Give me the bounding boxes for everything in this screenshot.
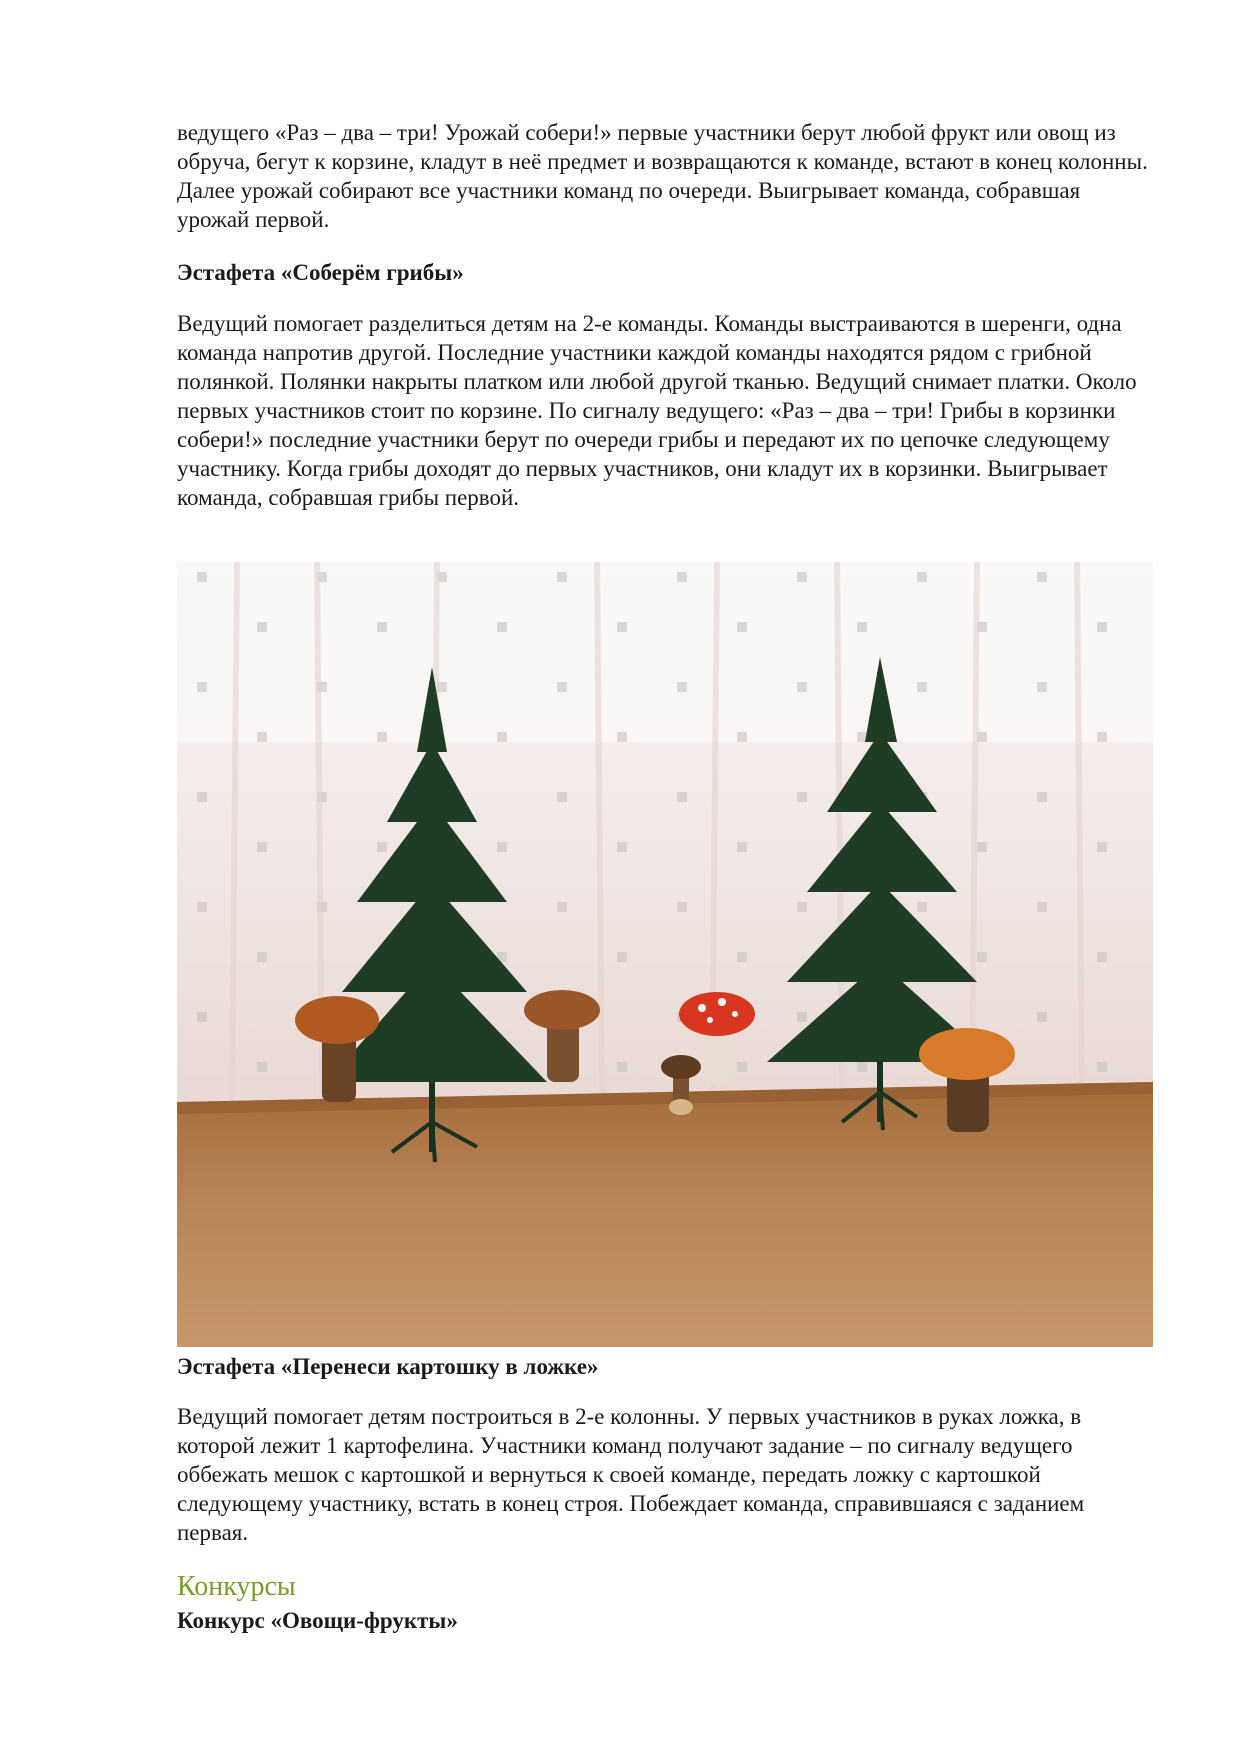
section-title-contests: Конкурсы [177, 1571, 296, 1602]
heading-potato-spoon-relay: Эстафета «Перенеси картошку в ложке» [177, 1354, 599, 1379]
heading-mushroom-relay: Эстафета «Соберём грибы» [177, 260, 464, 285]
paragraph-mushroom-relay: Ведущий помогает разделиться детям на 2-е команды. Команды выстраиваются в шеренги, одна команда напротив другой. Последние участники каждой команды находятся рядом с грибной полянкой. Полянки накрыты платком или любой другой тканью. Ведущий снимает платки. Около первых участников стоит по корзине. По сигналу ведущего: «Раз – два – три! Грибы в корзинки собери!» последние участники берут по очереди грибы и передают их по цепочке следующему участнику. Когда грибы доходят до первых участников, они кладут их в корзинки. Выигрывает команда, собравшая грибы первой. [177, 311, 1137, 510]
paragraph-harvest-end: ведущего «Раз – два – три! Урожай собери!» первые участники берут любой фрукт или овощ из обруча, бегут к корзине, кладут в неё предмет и возвращаются к команде, встают в конец колонны. Далее урожай собирают все участники команд по очереди. Выигрывает команда, собравшая урожай первой. [177, 120, 1148, 232]
heading-vegetables-fruits-contest: Конкурс «Овощи-фрукты» [177, 1608, 458, 1633]
photo-christmas-trees-mushrooms [177, 562, 1153, 1347]
paragraph-potato-spoon-relay: Ведущий помогает детям построиться в 2-е колонны. У первых участников в руках ложка, в которой лежит 1 картофелина. Участники команд получают задание – по сигналу ведущего оббежать мешок с картошкой и вернуться к своей команде, передать ложку с картошкой следующему участнику, встать в конец строя. Побеждает команда, справившаяся с заданием первая. [177, 1404, 1085, 1545]
